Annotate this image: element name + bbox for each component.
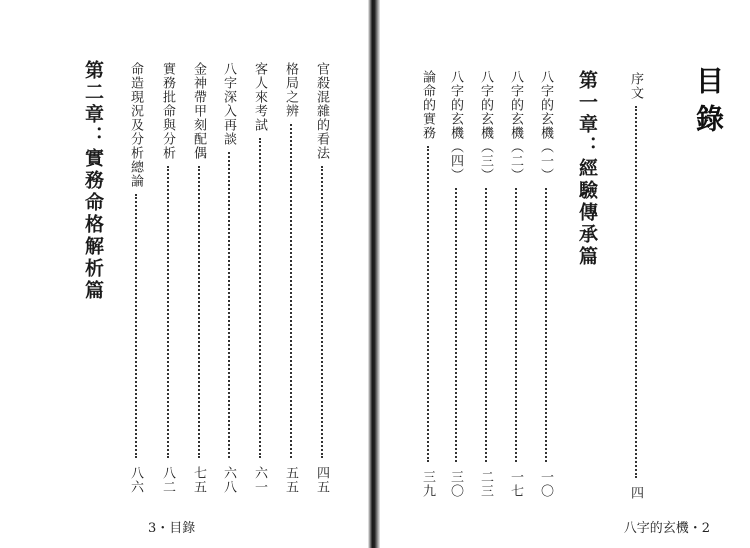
- entry-page-number: 六八: [221, 466, 236, 494]
- entry-title: 序文: [628, 72, 643, 100]
- toc-entry[interactable]: [418, 70, 437, 498]
- dot-leader: [515, 188, 517, 462]
- entry-page-number: 四五: [314, 466, 329, 494]
- entry-page-number: 二三: [478, 470, 493, 498]
- toc-title: 目錄: [692, 66, 725, 142]
- toc-entry[interactable]: [250, 62, 269, 494]
- chapter-heading[interactable]: [80, 60, 107, 302]
- entry-page-number: 八二: [160, 466, 175, 494]
- dot-leader: [259, 138, 261, 458]
- entry-title: 客人來考試: [252, 62, 267, 132]
- toc-entry[interactable]: [536, 70, 555, 498]
- entry-page-number: 一七: [508, 470, 523, 498]
- dot-leader: [455, 188, 457, 462]
- page-footer: 3・目錄: [148, 521, 196, 536]
- entry-title: 八字的玄機（四）: [448, 70, 463, 182]
- chapter-1-title: 第一章：經驗傳承篇: [576, 70, 598, 268]
- entry-title: 格局之辨: [283, 62, 298, 118]
- toc-entry[interactable]: [158, 62, 177, 494]
- toc-entry[interactable]: [189, 62, 208, 494]
- dot-leader: [290, 124, 292, 458]
- entry-page-number: 八六: [128, 466, 143, 494]
- toc-entry[interactable]: [476, 70, 495, 498]
- left-page: [0, 0, 372, 548]
- toc-entry-preface[interactable]: [626, 72, 645, 500]
- entry-page-number: 一〇: [538, 470, 553, 498]
- entry-title: 八字的玄機（一）: [538, 70, 553, 182]
- dot-leader: [485, 188, 487, 462]
- toc-entry[interactable]: [219, 62, 238, 494]
- toc-entry[interactable]: [281, 62, 300, 494]
- entry-title: 官殺混雜的看法: [314, 62, 329, 160]
- dot-leader: [228, 152, 230, 458]
- toc-entry[interactable]: [126, 62, 145, 494]
- right-page: [378, 0, 750, 548]
- dot-leader: [198, 166, 200, 458]
- page-footer: 八字的玄機・2: [623, 521, 710, 536]
- entry-title: 八字深入再談: [221, 62, 236, 146]
- entry-title: 八字的玄機（二）: [508, 70, 523, 182]
- entry-page-number: 三〇: [448, 470, 463, 498]
- toc-entry[interactable]: [312, 62, 331, 494]
- entry-title: 論命的實務: [420, 70, 435, 140]
- toc-entry[interactable]: [506, 70, 525, 498]
- toc-entry[interactable]: [446, 70, 465, 498]
- entry-title: 實務批命與分析: [160, 62, 175, 160]
- dot-leader: [321, 166, 323, 458]
- dot-leader: [635, 106, 637, 478]
- dot-leader: [545, 188, 547, 462]
- chapter-2-title: 第二章：實務命格解析篇: [82, 60, 104, 302]
- dot-leader: [135, 194, 137, 458]
- entry-page-number: 六一: [252, 466, 267, 494]
- entry-page-number: 五五: [283, 466, 298, 494]
- dot-leader: [427, 146, 429, 462]
- entry-page-number: 四: [628, 486, 643, 500]
- entry-title: 八字的玄機（三）: [478, 70, 493, 182]
- entry-page-number: 七五: [191, 466, 206, 494]
- entry-page-number: 三九: [420, 470, 435, 498]
- entry-title: 命造現況及分析總論: [128, 62, 143, 188]
- entry-title: 金神帶甲刻配偶: [191, 62, 206, 160]
- chapter-heading[interactable]: [574, 70, 601, 268]
- dot-leader: [167, 166, 169, 458]
